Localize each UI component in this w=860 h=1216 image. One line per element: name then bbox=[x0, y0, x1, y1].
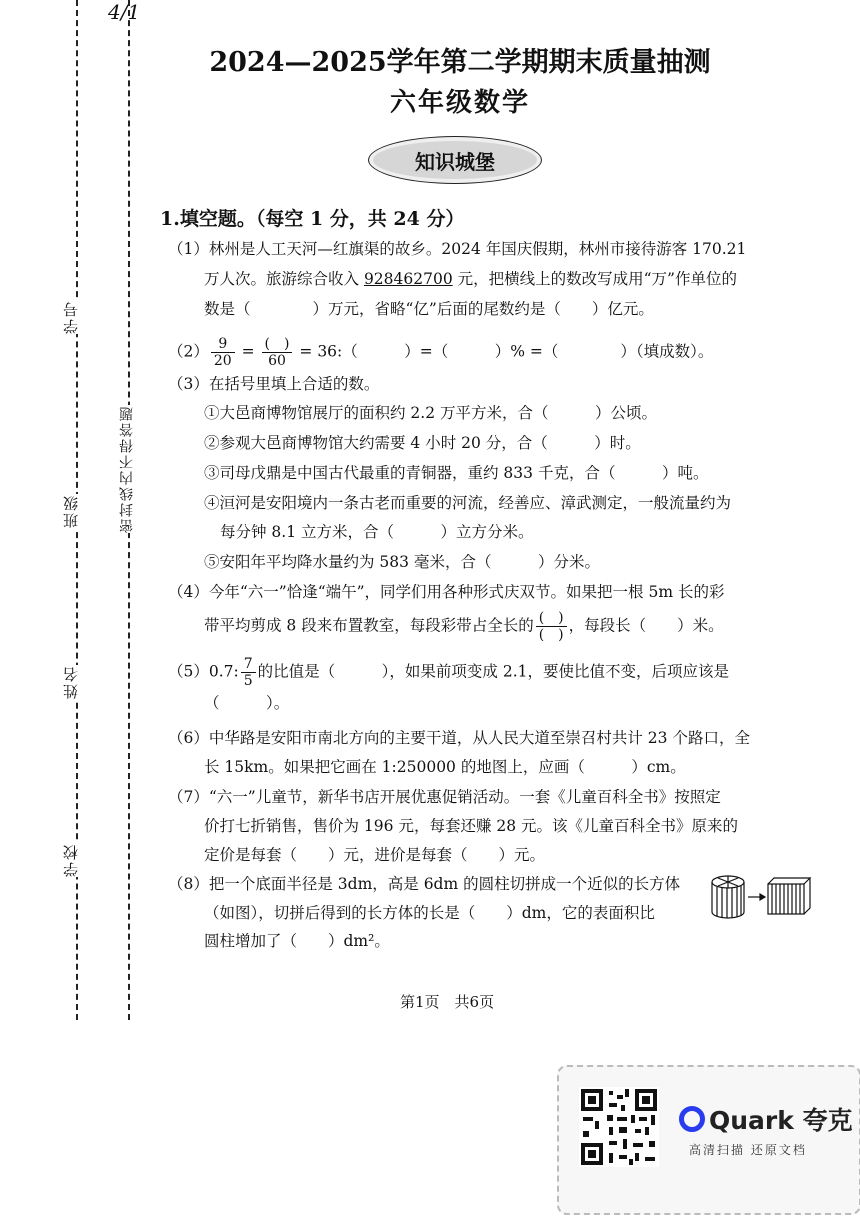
q5-line-2: （ ）。 bbox=[204, 694, 290, 712]
binding-field-school: 学校 bbox=[62, 843, 80, 877]
q1-text-b: 元，把横线上的数改写成用“万”作单位的 bbox=[452, 270, 737, 288]
quark-logo bbox=[679, 1101, 853, 1137]
q1-text-a: 万人次。旅游综合收入 bbox=[204, 270, 364, 288]
q3-item-e: ⑤安阳年平均降水量约为 583 毫米，合（ ）分米。 bbox=[204, 553, 600, 571]
q4-line-2 bbox=[204, 610, 724, 643]
cylinder-icon bbox=[712, 876, 744, 918]
q2-prefix: （2） bbox=[168, 342, 209, 361]
q1-line-2 bbox=[204, 268, 737, 290]
q5-denominator: 5 bbox=[243, 673, 253, 689]
q3-item-c: ③司母戊鼎是中国古代最重的青铜器，重约 833 千克，合（ ）吨。 bbox=[204, 464, 709, 482]
arrow-icon bbox=[748, 894, 765, 900]
q5-numerator: 7 bbox=[241, 656, 256, 673]
binding-field-student-id: 学号 bbox=[62, 300, 80, 334]
q2-f1-numerator: 9 bbox=[211, 336, 235, 353]
exam-subtitle: 六年级数学 bbox=[389, 88, 530, 118]
q2-fraction-2 bbox=[262, 336, 293, 369]
q2-f1-denominator: 20 bbox=[213, 353, 232, 369]
q4-text-b: ，每段长（ ）米。 bbox=[568, 616, 724, 635]
q7-line-1: （7）“六一”儿童节，新华书店开展优惠促销活动。一套《儿童百科全书》按照定 bbox=[168, 788, 721, 806]
header-scribble: 4/1 bbox=[108, 0, 141, 24]
binding-field-name: 姓名 bbox=[62, 665, 80, 699]
exam-title: 2024—2025学年第二学期期末质量抽测 bbox=[209, 47, 711, 78]
section-badge: 知识城堡 bbox=[368, 136, 542, 184]
q1-line-1: （1）林州是人工天河—红旗渠的故乡。2024 年国庆假期，林州市接待游客 170.21 bbox=[168, 240, 747, 258]
page-footer: 第1页 共6页 bbox=[400, 993, 495, 1011]
q2-equals: = bbox=[236, 342, 260, 361]
q2-line bbox=[168, 336, 713, 369]
q4-line-1: （4）今年“六一”恰逢“端午”，同学们用各种形式庆双节。如果把一根 5m 长的彩 bbox=[168, 583, 725, 601]
q8-line-3: 圆柱增加了（ ）dm²。 bbox=[204, 932, 390, 950]
q4-text-a: 带平均剪成 8 段来布置教室，每段彩带占全长的 bbox=[204, 616, 534, 635]
q7-line-3: 定价是每套（ ）元，进价是每套（ ）元。 bbox=[204, 846, 546, 864]
quark-tagline: 高清扫描 还原文档 bbox=[689, 1143, 807, 1157]
q4-denominator: ( ) bbox=[538, 627, 564, 643]
q5-line-1 bbox=[168, 656, 729, 689]
q8-line-1: （8）把一个底面半径是 3dm，高是 6dm 的圆柱切拼成一个近似的长方体 bbox=[168, 875, 681, 893]
quark-watermark bbox=[557, 1065, 860, 1215]
q8-line-2: （如图），切拼后得到的长方体的长是（ ）dm，它的表面积比 bbox=[204, 904, 655, 922]
q1-line-3: 数是（ ）万元，省略“亿”后面的尾数约是（ ）亿元。 bbox=[204, 300, 654, 318]
cuboid-icon bbox=[768, 878, 810, 914]
q3-item-d-line-2: 每分钟 8.1 立方米，合（ ）立方分米。 bbox=[220, 523, 534, 541]
q3-item-b: ②参观大邑商博物馆大约需要 4 小时 20 分，合（ ）时。 bbox=[204, 434, 641, 452]
q2-rest: = 36:（ ）=（ ）% =（ ）（填成数）。 bbox=[294, 342, 714, 361]
quark-brand: Quark 夸克 bbox=[709, 1106, 853, 1135]
q5-text-a: （5）0.7: bbox=[168, 662, 239, 681]
q5-text-b: 的比值是（ ），如果前项变成 2.1，要使比值不变，后项应该是 bbox=[257, 662, 729, 681]
seal-line-note: 密封线内不得答题 bbox=[119, 405, 135, 533]
q3-item-d-line-1: ④洹河是安阳境内一条古老而重要的河流，经善应、漳武测定，一般流量约为 bbox=[204, 494, 732, 512]
q3-item-a: ①大邑商博物馆展厅的面积约 2.2 万平方米，合（ ）公顷。 bbox=[204, 404, 658, 422]
q1-underlined-number: 928462700 bbox=[363, 270, 453, 288]
binding-field-class: 班级 bbox=[62, 494, 80, 528]
q5-fraction bbox=[241, 656, 256, 689]
q6-line-1: （6）中华路是安阳市南北方向的主要干道，从人民大道至崇召村共计 23 个路口，全 bbox=[168, 729, 750, 747]
q3-heading: （3）在括号里填上合适的数。 bbox=[168, 375, 380, 393]
q4-fraction bbox=[536, 610, 567, 643]
q2-fraction-1 bbox=[211, 336, 235, 369]
q2-f2-numerator: ( ) bbox=[262, 336, 293, 353]
q6-line-2: 长 15km。如果把它画在 1:250000 的地图上，应画（ ）cm。 bbox=[204, 758, 686, 776]
cylinder-to-cuboid-figure bbox=[708, 872, 812, 920]
qr-code-icon bbox=[579, 1087, 659, 1167]
q7-line-2: 价打七折销售，售价为 196 元，每套还赚 28 元。该《儿童百科全书》原来的 bbox=[204, 817, 739, 835]
quark-logo-icon bbox=[679, 1106, 705, 1132]
section-heading: 1.填空题。（每空 1 分，共 24 分） bbox=[160, 208, 465, 230]
q2-f2-denominator: 60 bbox=[268, 353, 286, 369]
q4-numerator: ( ) bbox=[536, 610, 567, 627]
